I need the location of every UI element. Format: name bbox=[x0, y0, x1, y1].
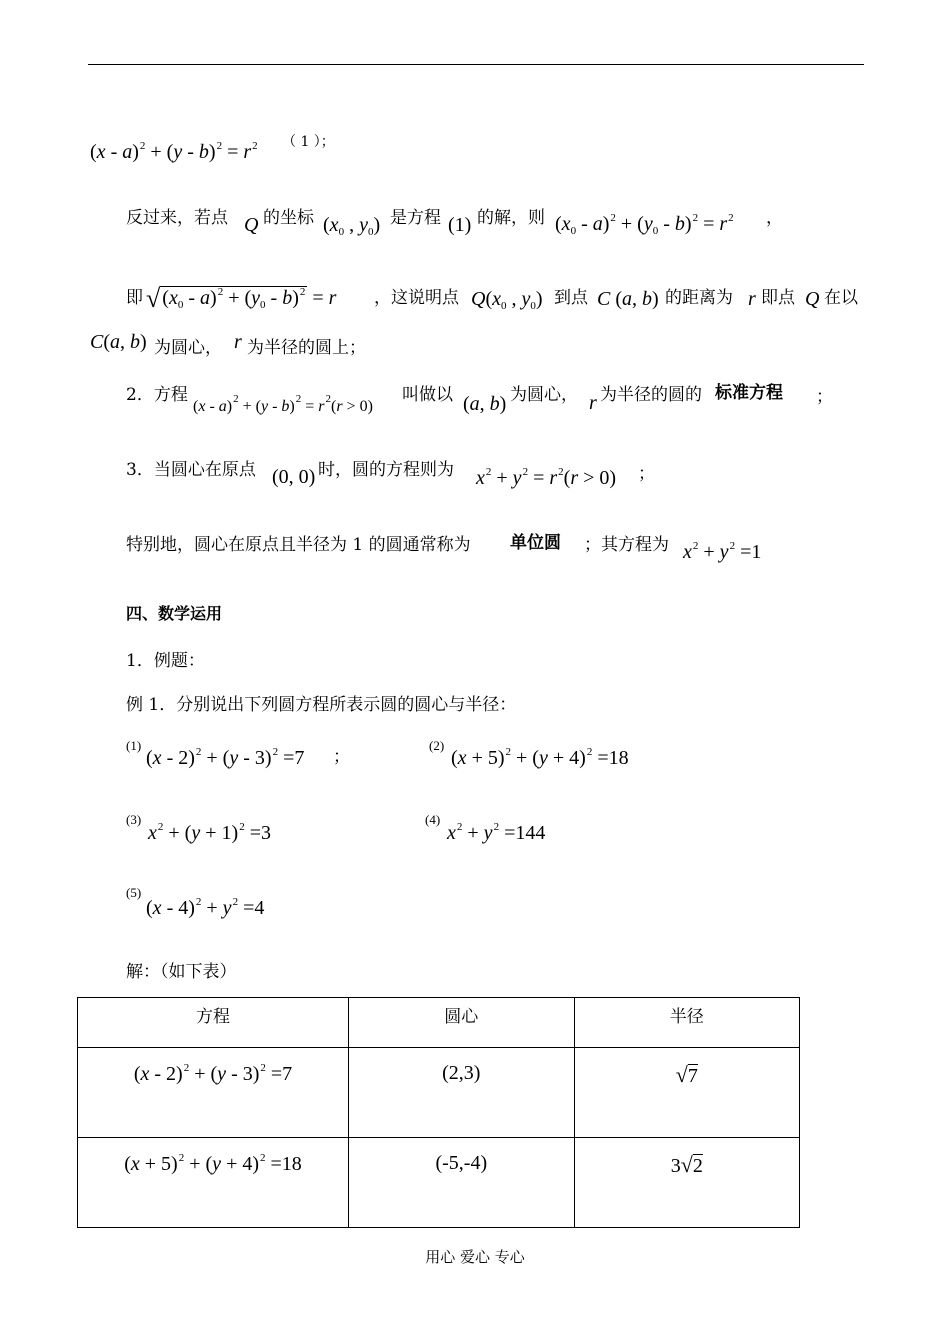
exercise-3: $x^2 + (y + 1)^2 =3$ bbox=[148, 821, 271, 844]
ji-text-f: 在以 bbox=[824, 288, 858, 308]
ji-text-d: 的距离为 bbox=[665, 288, 733, 308]
radius-r-2: r bbox=[234, 331, 242, 353]
item2-equation: $(x - a)^2 + (y - b)^2 = r^2(r > 0)$ bbox=[193, 393, 373, 415]
example-heading: 1．例题： bbox=[126, 651, 205, 671]
item2-text-a: 2．方程 bbox=[126, 385, 188, 405]
ji-text-a: 即 bbox=[126, 288, 143, 308]
point-q-2: Q bbox=[805, 288, 820, 310]
converse-text-d: 的解，则 bbox=[477, 208, 545, 228]
ji-text-c: 到点 bbox=[554, 288, 588, 308]
item2-text-e: ； bbox=[816, 387, 833, 407]
converse-text-a: 反过来，若点 bbox=[126, 208, 228, 228]
radius-r: r bbox=[748, 288, 756, 310]
converse-equation: $(x_0 - a)^2 + (y_0 - b)^2 = r^2$ bbox=[555, 212, 734, 237]
item2-text-b: 叫做以 bbox=[402, 385, 453, 405]
point-q: Q bbox=[244, 214, 259, 236]
point-c-coord: C (a, b) bbox=[597, 288, 659, 310]
item3-equation: $x^2 + y^2 = r^2(r > 0)$ bbox=[476, 466, 617, 489]
origin-point: (0, 0) bbox=[272, 466, 316, 488]
unit-equation: $x^2 + y^2 =1$ bbox=[683, 540, 762, 563]
section-heading: 四、数学运用 bbox=[126, 604, 223, 623]
equation-number: （ 1 ）； bbox=[282, 134, 335, 150]
unit-text-a: 特别地，圆心在原点且半径为 1 的圆通常称为 bbox=[126, 535, 471, 555]
item2-text-d: 为半径的圆的 bbox=[600, 385, 702, 405]
coord-x0-y0: ($x_0$ , $y_0$) bbox=[323, 214, 381, 238]
label-5: (5) bbox=[126, 885, 142, 900]
item3-text-a: 3．当圆心在原点 bbox=[126, 460, 256, 480]
ji2-text-a: 为圆心， bbox=[154, 338, 222, 358]
exercise-5: $(x - 4)^2 + y^2 =4$ bbox=[146, 896, 265, 919]
item3-text-b: 时，圆的方程则为 bbox=[318, 460, 454, 480]
header-equation: 方程 bbox=[78, 998, 349, 1048]
ji2-text-b: 为半径的圆上； bbox=[247, 338, 366, 358]
converse-text-b: 的坐标 bbox=[263, 208, 314, 228]
row1-radius: √7 bbox=[574, 1048, 799, 1138]
row1-center: (2,3) bbox=[349, 1048, 575, 1138]
table-row bbox=[78, 1048, 800, 1138]
unit-circle-term: 单位圆 bbox=[510, 533, 561, 553]
item2-text-c: 为圆心， bbox=[510, 385, 578, 405]
point-q-coord: $Q(x_0$ , $y_0$) bbox=[471, 288, 543, 312]
center-c: C(a, b) bbox=[90, 331, 147, 353]
distance-equation: √ $(x_0 - a)^2 + (y_0 - b)^2 = r$ bbox=[146, 284, 337, 313]
example1-text: 例 1．分别说出下列圆方程所表示圆的圆心与半径： bbox=[126, 695, 517, 715]
table-row bbox=[78, 1138, 800, 1228]
header-radius: 半径 bbox=[574, 998, 799, 1048]
row1-equation: (x - 2)$^2$ + (y - 3)$^2$ =7 bbox=[78, 1048, 349, 1138]
row2-radius: 3√2 bbox=[574, 1138, 799, 1228]
item2-radius: r bbox=[589, 392, 597, 414]
ji-text-e: 即点 bbox=[761, 288, 795, 308]
label-1: (1) bbox=[126, 738, 142, 753]
row2-equation: $(x + 5)^2 + (y + 4)^2 =18$ bbox=[78, 1138, 349, 1228]
exercise-1-semi: ； bbox=[333, 747, 350, 767]
row2-center: (-5,-4) bbox=[349, 1138, 575, 1228]
ji-text-b: ，这说明点 bbox=[374, 288, 459, 308]
label-3: (3) bbox=[126, 812, 142, 827]
converse-text-c: 是方程 bbox=[390, 208, 441, 228]
converse-text-e: ， bbox=[766, 208, 783, 228]
solution-intro: 解：（如下表） bbox=[126, 962, 237, 982]
solution-table bbox=[77, 997, 800, 1228]
equation-standard: $(x - a)^2 + (y - b)^2 = r^2$ bbox=[90, 140, 258, 163]
ref-eq1: (1) bbox=[448, 214, 472, 236]
label-4: (4) bbox=[425, 812, 441, 827]
page-footer: 用心 爱心 专心 bbox=[425, 1248, 525, 1266]
exercise-2: $(x + 5)^2 + (y + 4)^2 =18$ bbox=[451, 746, 629, 769]
exercise-1: (x - 2)$^2$ + (y - 3)$^2$ =7 bbox=[146, 746, 305, 769]
header-center: 圆心 bbox=[349, 998, 575, 1048]
table-header-row bbox=[78, 998, 800, 1048]
item3-text-c: ； bbox=[638, 464, 655, 484]
standard-equation-term: 标准方程 bbox=[715, 383, 783, 403]
item2-center: (a, b) bbox=[463, 393, 507, 415]
header-rule bbox=[88, 64, 864, 65]
exercise-4: $x^2 + y^2 =144$ bbox=[447, 821, 546, 844]
unit-text-b: ；其方程为 bbox=[584, 535, 669, 555]
label-2: (2) bbox=[429, 738, 445, 753]
